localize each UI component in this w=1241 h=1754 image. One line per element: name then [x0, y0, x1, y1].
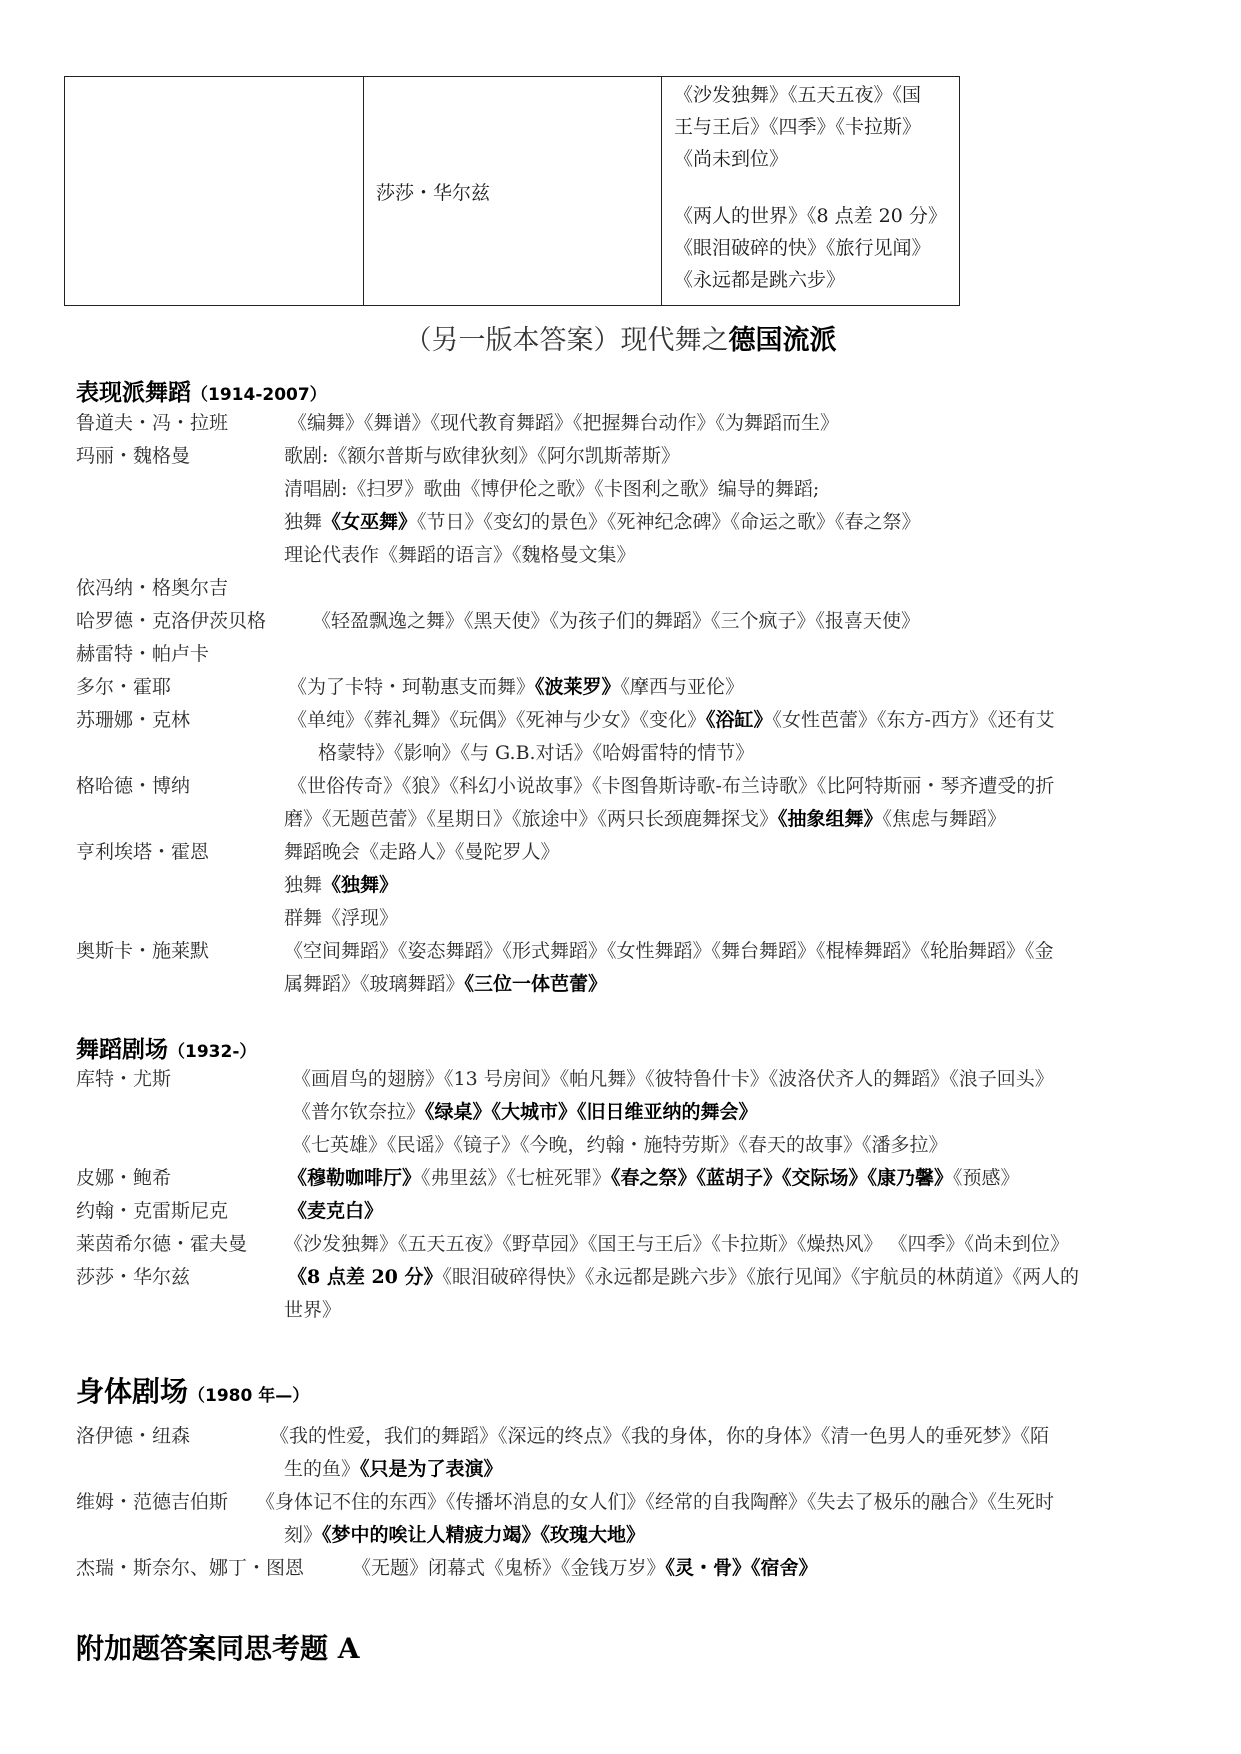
section-heading-expressionism: 表现派舞蹈（1914-2007）: [76, 380, 327, 406]
choreographer-name: 维姆・范德吉伯斯: [76, 1491, 229, 1513]
choreographer-name: 皮娜・鲍希: [76, 1167, 172, 1189]
works-line: 《世俗传奇》《狼》《科幻小说故事》《卡图鲁斯诗歌-布兰诗歌》《比阿特斯丽・琴齐遭受的折: [288, 775, 1055, 797]
choreographer-name: 洛伊德・纽森: [76, 1425, 191, 1447]
works-line: 群舞《浮现》: [284, 907, 399, 929]
table-cell-empty: [65, 77, 364, 306]
choreographer-name: 苏珊娜・克林: [76, 709, 191, 731]
works-line: 独舞《女巫舞》《节日》《变幻的景色》《死神纪念碑》《命运之歌》《春之祭》: [284, 511, 921, 533]
works-line: 世界》: [284, 1299, 342, 1321]
works-line: 歌剧:《额尔普斯与欧律狄刻》《阿尔凯斯蒂斯》: [284, 445, 680, 467]
choreographer-name: 多尔・霍耶: [76, 676, 172, 698]
works-line: 王与王后》《四季》《卡拉斯》: [674, 116, 922, 138]
works-line: 《空间舞蹈》《姿态舞蹈》《形式舞蹈》《女性舞蹈》《舞台舞蹈》《棍棒舞蹈》《轮胎舞蹈》《金: [284, 940, 1054, 962]
works-line: 《麦克白》: [288, 1200, 384, 1222]
works-line: 《沙发独舞》《五天五夜》《野草园》《国王与王后》《卡拉斯》《燥热风》 《四季》《尚未到位》: [284, 1233, 1070, 1255]
works-line: 《普尔钦奈拉》《绿桌》《大城市》《旧日维亚纳的舞会》: [292, 1101, 758, 1123]
works-line: 《单纯》《葬礼舞》《玩偶》《死神与少女》《变化》《浴缸》《女性芭蕾》《东方-西方》《还有艾: [288, 709, 1055, 731]
works-line: 《为了卡特・珂勒惠支而舞》《波莱罗》《摩西与亚伦》: [288, 676, 745, 698]
section-heading-physical-theatre: 身体剧场（1980 年—）: [76, 1375, 310, 1408]
works-line: 清唱剧:《扫罗》歌曲《博伊伦之歌》《卡图利之歌》编导的舞蹈;: [284, 478, 820, 500]
works-line: 舞蹈晚会《走路人》《曼陀罗人》: [284, 841, 560, 863]
table-cell-works: [662, 77, 960, 306]
works-line: 《尚未到位》: [674, 148, 789, 170]
choreographer-name: 赫雷特・帕卢卡: [76, 643, 210, 665]
choreographer-name: 莎莎・华尔兹: [76, 1266, 191, 1288]
works-line: 格蒙特》《影响》《与 G.B.对话》《哈姆雷特的情节》: [318, 742, 755, 764]
works-line: 《编舞》《舞谱》《现代教育舞蹈》《把握舞台动作》《为舞蹈而生》: [288, 412, 840, 434]
works-line: 《无题》闭幕式《鬼桥》《金钱万岁》《灵・骨》《宿舍》: [352, 1557, 818, 1579]
works-line: 属舞蹈》《玻璃舞蹈》《三位一体芭蕾》: [284, 973, 608, 995]
choreographer-name: 鲁道夫・冯・拉班: [76, 412, 229, 434]
works-line: 《画眉鸟的翅膀》《13 号房间》《帕凡舞》《彼特鲁什卡》《波洛伏齐人的舞蹈》《浪子回头》: [292, 1068, 1054, 1090]
works-line: 理论代表作《舞蹈的语言》《魏格曼文集》: [284, 544, 636, 566]
choreographer-name: 依冯纳・格奥尔吉: [76, 577, 229, 599]
works-line: 《穆勒咖啡厅》《弗里兹》《七桩死罪》《春之祭》《蓝胡子》《交际场》《康乃馨》《预感》: [288, 1167, 1020, 1189]
choreographer-name: 库特・尤斯: [76, 1068, 172, 1090]
choreographer-name: 杰瑞・斯奈尔、娜丁・图恩: [76, 1557, 305, 1579]
section-heading-appendix: 附加题答案同思考题 A: [76, 1632, 360, 1665]
works-line: 《轻盈飘逸之舞》《黑天使》《为孩子们的舞蹈》《三个疯子》《报喜天使》: [312, 610, 921, 632]
works-line: 生的鱼》《只是为了表演》: [284, 1458, 503, 1480]
works-line: 《8 点差 20 分》《眼泪破碎得快》《永远都是跳六步》《旅行见闻》《宇航员的林荫道》《两人的: [288, 1266, 1080, 1288]
works-line: 《两人的世界》《8 点差 20 分》: [674, 205, 947, 227]
works-line: 独舞《独舞》: [284, 874, 399, 896]
table-cell-name: [364, 77, 662, 306]
works-table: [64, 76, 960, 306]
works-line: 《沙发独舞》《五天五夜》《国: [674, 84, 922, 106]
page-title-bold: 德国流派: [728, 325, 837, 356]
choreographer-name: 莎莎・华尔兹: [376, 181, 491, 204]
works-line: 《永远都是跳六步》: [674, 269, 846, 291]
works-line: 《身体记不住的东西》《传播坏消息的女人们》《经常的自我陶醉》《失去了极乐的融合》《生死时: [256, 1491, 1055, 1513]
works-line: 《眼泪破碎的快》《旅行见闻》: [674, 237, 931, 259]
choreographer-name: 玛丽・魏格曼: [76, 445, 191, 467]
choreographer-name: 哈罗德・克洛伊茨贝格: [76, 610, 267, 632]
works-line: 《七英雄》《民谣》《镜子》《今晚，约翰・施特劳斯》《春天的故事》《潘多拉》: [292, 1134, 948, 1156]
works-line: 《我的性爱，我们的舞蹈》《深远的终点》《我的身体，你的身体》《清一色男人的垂死梦》《陌: [270, 1425, 1050, 1447]
choreographer-name: 奥斯卡・施莱默: [76, 940, 210, 962]
works-line: 磨》《无题芭蕾》《星期日》《旅途中》《两只长颈鹿舞探戈》《抽象组舞》《焦虑与舞蹈》: [284, 808, 1007, 830]
choreographer-name: 格哈德・博纳: [76, 775, 191, 797]
choreographer-name: 亨利埃塔・霍恩: [76, 841, 210, 863]
page-title: （另一版本答案）现代舞之德国流派: [404, 325, 837, 356]
section-heading-tanztheater: 舞蹈剧场（1932-）: [76, 1037, 257, 1063]
works-line: 刻》《梦中的唉让人精疲力竭》《玫瑰大地》: [284, 1524, 646, 1546]
choreographer-name: 莱茵希尔德・霍夫曼: [76, 1233, 248, 1255]
choreographer-name: 约翰・克雷斯尼克: [76, 1200, 229, 1222]
